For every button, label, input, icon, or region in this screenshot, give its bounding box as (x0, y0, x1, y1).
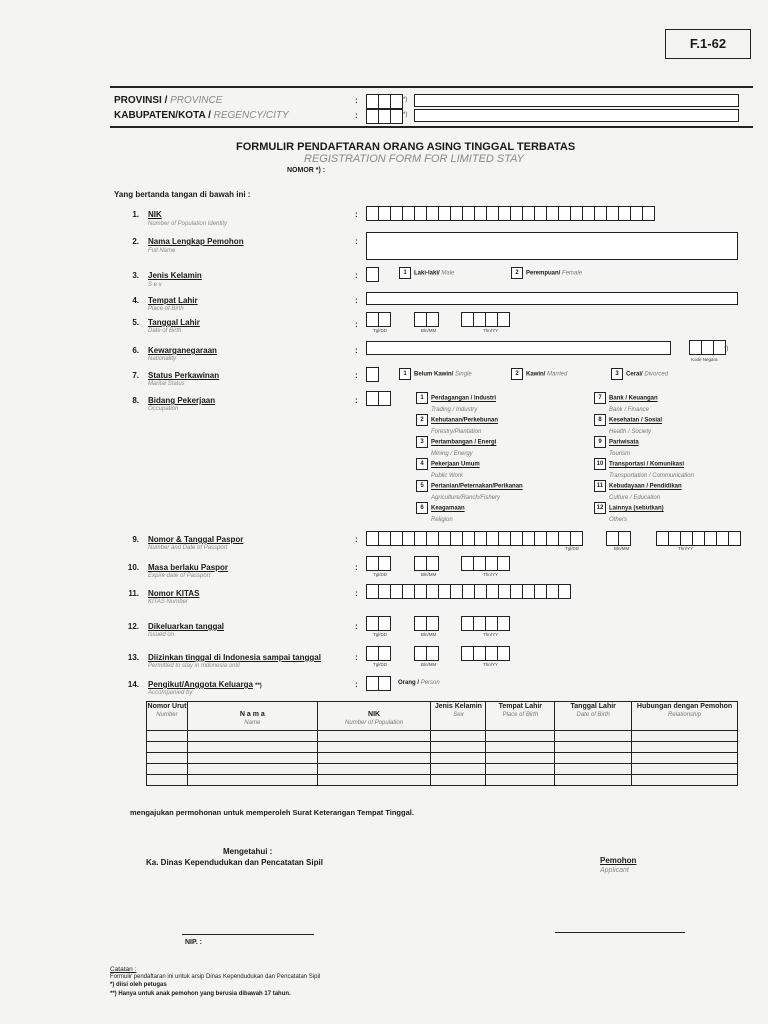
masa-label: Masa berlaku Paspor (148, 563, 229, 572)
occupation-option[interactable]: 6 Keagamaan Religion (416, 502, 465, 523)
header-bottom-rule (110, 126, 753, 128)
table-header: Tanggal Lahir Date of Birth (555, 702, 632, 731)
date-label-month: Bln/MM (421, 662, 437, 667)
date-label-month: Bln/MM (421, 572, 437, 577)
keluar-colon: : (355, 622, 358, 631)
kitas-label: Nomor KITAS (148, 589, 200, 598)
issued-month-boxes[interactable] (414, 616, 438, 631)
notes-line-3: **) Hanya untuk anak pemohon yang berusia dibawah 17 tahun. (110, 991, 291, 997)
statement-text: mengajukan permohonan untuk memperoleh Surat Keterangan Tempat Tinggal. (130, 808, 414, 817)
date-label-day: Tgl/DD (373, 662, 388, 667)
official-signature-line[interactable] (182, 934, 314, 935)
notes-line-2: *) diisi oleh petugas (110, 982, 167, 988)
field-number: 5. (132, 318, 139, 327)
province-colon: : (355, 96, 358, 105)
province-star-marker: *) (403, 97, 408, 103)
tempat-sub: Place of Birth (148, 306, 184, 312)
tempat-colon: : (355, 296, 358, 305)
field-number: 6. (132, 346, 139, 355)
tempat-label: Tempat Lahir (148, 296, 198, 305)
birth-month-boxes[interactable] (414, 312, 438, 327)
warga-sub: Nationality (148, 356, 177, 362)
notes-line-1: Formulir pendaftaran ini untuk arsip Dinas Kependudukan dan Pencatatan Sipil (110, 974, 321, 980)
tempat-field[interactable] (366, 292, 738, 305)
kitas-sub: KITAS Number (148, 599, 188, 605)
table-row[interactable] (147, 731, 738, 742)
date-label-day: Tgl/DD (373, 632, 388, 637)
occupation-option[interactable]: 3 Pertambangan / Energi Mining / Energy (416, 436, 496, 457)
tanggal-sub: Date of Birth (148, 328, 182, 334)
jk-box[interactable] (366, 267, 378, 282)
nip-label: NIP. : (185, 939, 202, 946)
keluar-label: Dikeluarkan tanggal (148, 622, 225, 631)
passport-year-boxes[interactable] (656, 531, 740, 546)
date-label-day: Tgl/DD (565, 546, 580, 551)
table-row[interactable] (147, 775, 738, 786)
occupation-option[interactable]: 4 Pekerjaan Umum Public Work (416, 458, 480, 479)
field-number: 3. (132, 271, 139, 280)
field-number: 10. (127, 563, 139, 572)
birth-day-boxes[interactable] (366, 312, 390, 327)
passport-month-boxes[interactable] (606, 531, 630, 546)
paspor-label: Nomor & Tanggal Paspor (148, 535, 244, 544)
country-star-marker: *) (724, 346, 729, 352)
permit-month-boxes[interactable] (414, 646, 438, 661)
table-header: Nomor Urut Number (147, 702, 188, 731)
regency-code-boxes[interactable] (366, 109, 402, 124)
nik-colon: : (355, 210, 358, 219)
occupation-option[interactable]: 5 Pertanian/Peternakan/Perikanan Agriculture/Ranch/Fishery (416, 480, 523, 501)
warga-field[interactable] (366, 341, 671, 355)
regency-colon: : (355, 111, 358, 120)
occupation-option[interactable]: 2 Kehutanan/Perkebunan Forestry/Plantation (416, 414, 498, 435)
nama-label: Nama Lengkap Pemohon (148, 237, 244, 246)
bidang-boxes[interactable] (366, 391, 390, 406)
permit-year-boxes[interactable] (461, 646, 509, 661)
field-number: 1. (132, 210, 139, 219)
field-number: 4. (132, 296, 139, 305)
regency-label: KABUPATEN/KOTA / REGENCY/CITY (114, 110, 289, 121)
expiry-day-boxes[interactable] (366, 556, 390, 571)
orang-label: Orang / Person (398, 680, 440, 686)
issued-day-boxes[interactable] (366, 616, 390, 631)
province-label: PROVINSI / PROVINCE (114, 95, 223, 106)
jk-sub: S e x (148, 282, 162, 288)
form-title-en: REGISTRATION FORM FOR LIMITED STAY (304, 153, 525, 165)
table-row[interactable] (147, 753, 738, 764)
date-label-year: Thn/YY (483, 632, 499, 637)
izin-colon: : (355, 653, 358, 662)
occupation-option[interactable]: 7 Bank / Keuangan Bank / Finance (594, 392, 658, 413)
table-header: Jenis Kelamin Sex (431, 702, 486, 731)
nomor-label: NOMOR *) : (287, 167, 326, 174)
kitas-colon: : (355, 589, 358, 598)
nik-sub: Number of Population Identity (148, 221, 228, 227)
province-code-boxes[interactable] (366, 94, 402, 109)
country-code-boxes[interactable] (689, 340, 725, 355)
paspor-sub: Number and Date of Passport (148, 545, 228, 551)
header-top-rule (110, 86, 753, 88)
intro-text: Yang bertanda tangan di bawah ini : (114, 190, 251, 199)
passport-number-boxes[interactable] (366, 531, 558, 546)
date-label-year: Thn/YY (678, 546, 694, 551)
tanggal-colon: : (355, 320, 358, 329)
regency-name-field[interactable] (414, 109, 739, 122)
issued-year-boxes[interactable] (461, 616, 509, 631)
table-header: Hubungan dengan Pemohon Relationship (632, 702, 738, 731)
date-label-month: Bln/MM (421, 328, 437, 333)
mengetahui-label: Mengetahui : (223, 847, 273, 856)
notes-title: Catatan : (110, 966, 137, 973)
occupation-option[interactable]: 10 Transportasi / Komunikasi Transportation / Communication (594, 458, 694, 479)
marital-option-married[interactable]: 2 Kawin/ Married (511, 368, 567, 380)
official-title: Ka. Dinas Kependudukan dan Pencatatan Sipil (146, 858, 323, 867)
regency-star-marker: *) (403, 112, 408, 118)
occupation-option[interactable]: 1 Perdagangan / Industri Trading / Industry (416, 392, 496, 413)
form-code: F.1-62 (665, 29, 751, 59)
status-label: Status Perkawinan (148, 371, 220, 380)
occupation-option[interactable]: 12 Lainnya (sebutkan) Others (594, 502, 664, 523)
table-header: NIK Number of Population (317, 702, 431, 731)
izin-label: Diizinkan tinggal di Indonesia sampai tanggal (148, 653, 321, 662)
masa-sub: Expire date of Passport (148, 573, 211, 579)
occupation-option[interactable]: 9 Pariwisata Tourism (594, 436, 639, 457)
date-label-day: Tgl/DD (373, 572, 388, 577)
nik-label: NIK (148, 210, 162, 219)
table-header: Tempat Lahir Place of Birth (486, 702, 555, 731)
pemohon-label: Pemohon (600, 856, 637, 865)
form-title: FORMULIR PENDAFTARAN ORANG ASING TINGGAL TERBATAS (236, 141, 576, 153)
date-label-year: Thn/YY (483, 572, 499, 577)
table-row[interactable] (147, 742, 738, 753)
occupation-option[interactable]: 11 Kebudayaan / Pendidikan Culture / Education (594, 480, 682, 501)
applicant-label: Applicant (600, 867, 629, 874)
status-sub: Marital Status (148, 381, 185, 387)
passport-day-boxes[interactable] (558, 531, 582, 546)
paspor-colon: : (355, 535, 358, 544)
marital-option-single[interactable]: 1 Belum Kawin/ Single (399, 368, 472, 380)
marital-option-divorced[interactable]: 3 Cerai/ Divorced (611, 368, 668, 380)
nik-boxes[interactable] (366, 206, 654, 221)
izin-sub: Permitted to stay in Indonesia until (148, 663, 240, 669)
bidang-colon: : (355, 396, 358, 405)
status-colon: : (355, 371, 358, 380)
field-number: 9. (132, 535, 139, 544)
sex-option-female[interactable]: 2 Perempuan/ Female (511, 267, 582, 279)
field-number: 8. (132, 396, 139, 405)
date-label-month: Bln/MM (614, 546, 630, 551)
field-number: 13. (127, 653, 139, 662)
field-number: 14. (127, 680, 139, 689)
field-number: 2. (132, 237, 139, 246)
warga-label: Kewarganegaraan (148, 346, 217, 355)
applicant-signature-line[interactable] (555, 932, 685, 933)
kitas-boxes[interactable] (366, 584, 570, 599)
warga-colon: : (355, 346, 358, 355)
ikut-label: Pengikut/Anggota Keluarga **) (148, 680, 262, 689)
date-label-year: Thn/YY (483, 662, 499, 667)
masa-colon: : (355, 563, 358, 572)
table-row[interactable] (147, 764, 738, 775)
occupation-option[interactable]: 8 Kesehatan / Sosial Health / Society (594, 414, 662, 435)
ikut-count-boxes[interactable] (366, 676, 390, 691)
expiry-year-boxes[interactable] (461, 556, 509, 571)
province-name-field[interactable] (414, 94, 739, 107)
permit-day-boxes[interactable] (366, 646, 390, 661)
jk-colon: : (355, 271, 358, 280)
date-label-year: Thn/YY (483, 328, 499, 333)
date-label-month: Bln/MM (421, 632, 437, 637)
nama-colon: : (355, 237, 358, 246)
status-box[interactable] (366, 367, 378, 382)
jk-label: Jenis Kelamin (148, 271, 202, 280)
field-number: 12. (127, 622, 139, 631)
table-header: N a m a Name (187, 702, 317, 731)
nama-sub: Full Name (148, 248, 176, 254)
ikut-sub: Accompanied by (148, 690, 193, 696)
bidang-sub: Occupation (148, 406, 179, 412)
kode-negara-label: Kode Negara (691, 357, 718, 362)
bidang-label: Bidang Pekerjaan (148, 396, 216, 405)
tanggal-label: Tanggal Lahir (148, 318, 200, 327)
nama-field[interactable] (366, 232, 738, 260)
birth-year-boxes[interactable] (461, 312, 509, 327)
ikut-colon: : (355, 680, 358, 689)
family-table (146, 701, 738, 786)
field-number: 11. (128, 589, 139, 598)
field-number: 7. (132, 371, 139, 380)
keluar-sub: Issued on (148, 632, 175, 638)
date-label-day: Tgl/DD (373, 328, 388, 333)
sex-option-male[interactable]: 1 Laki-laki/ Male (399, 267, 454, 279)
expiry-month-boxes[interactable] (414, 556, 438, 571)
